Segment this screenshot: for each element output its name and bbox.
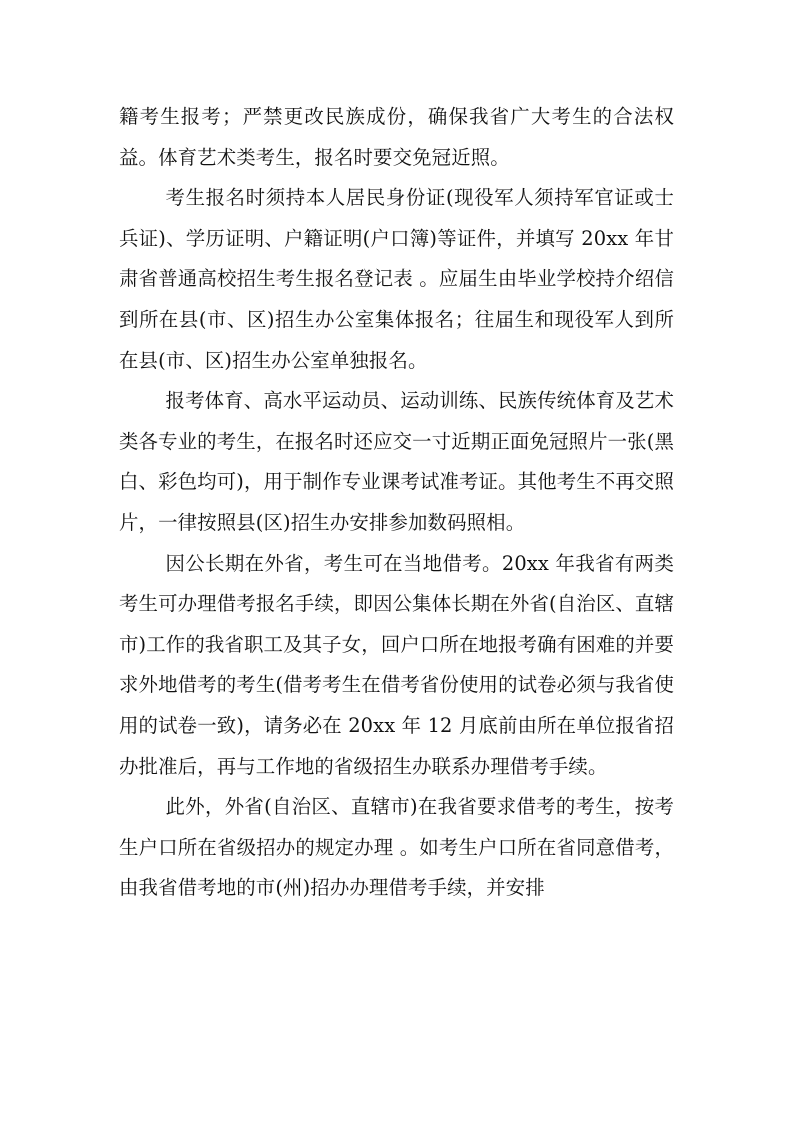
- paragraph-2: 考生报名时须持本人居民身份证(现役军人须持军官证或士兵证)、学历证明、户籍证明(户口簿)等证件，并填写 20xx 年甘肃省普通高校招生考生报名登记表 。应届生由毕业学校持介绍信到所在县(市、区)招生办公室集体报名；往届生和现役军人到所在县(市、区)招生办公室单独报名。: [119, 186, 674, 372]
- paragraph-1: 籍考生报考；严禁更改民族成份，确保我省广大考生的合法权益。体育艺术类考生，报名时要交免冠近照。: [119, 105, 674, 169]
- paragraph-3: 报考体育、高水平运动员、运动训练、民族传统体育及艺术类各专业的考生，在报名时还应交一寸近期正面免冠照片一张(黑白、彩色均可)，用于制作专业课考试准考证。其他考生不再交照片，一律按照县(区)招生办安排参加数码照相。: [119, 389, 674, 534]
- paragraph-4: 因公长期在外省，考生可在当地借考。20xx 年我省有两类考生可办理借考报名手续，即因公集体长期在外省(自治区、直辖市)工作的我省职工及其子女，回户口所在地报考确有困难的并要求外地借考的考生(借考考生在借考省份使用的试卷必须与我省使用的试卷一致)，请务必在 20xx 年 12 月底前由所在单位报省招办批准后，再与工作地的省级招生办联系办理借考手续。: [119, 551, 674, 778]
- document-body: [119, 97, 674, 909]
- paragraph-5: 此外，外省(自治区、直辖市)在我省要求借考的考生，按考生户口所在省级招办的规定办理 。如考生户口所在省同意借考，由我省借考地的市(州)招办办理借考手续，并安排: [119, 795, 674, 900]
